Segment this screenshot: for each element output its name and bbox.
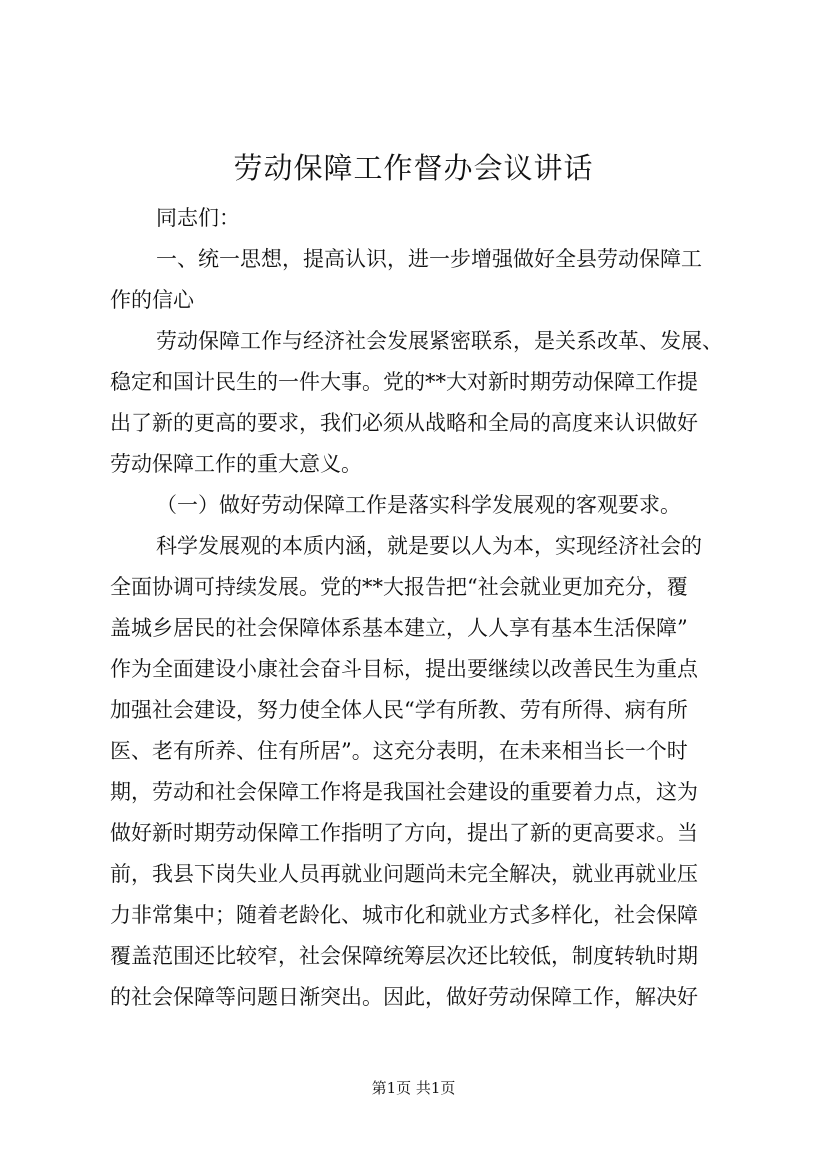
text-line: （一）做好劳动保障工作是落实科学发展观的客观要求。: [156, 493, 681, 517]
text-line: 覆盖范围还比较窄，社会保障统筹层次还比较低，制度转轨时期: [110, 944, 698, 968]
text-line: 稳定和国计民生的一件大事。党的**大对新时期劳动保障工作提: [110, 370, 698, 394]
text-line: 全面协调可持续发展。党的**大报告把“社会就业更加充分，覆: [110, 575, 688, 599]
text-line: 医、老有所养、住有所居”。这充分表明，在未来相当长一个时: [110, 739, 688, 763]
text-line: 作为全面建设小康社会奋斗目标，提出要继续以改善民生为重点: [110, 657, 698, 681]
document-title: 劳动保障工作督办会议讲话: [233, 151, 594, 185]
text-line: 同志们：: [156, 206, 240, 230]
page-number: 第1页 共1页: [371, 1079, 456, 1097]
text-line: 劳动保障工作与经济社会发展紧密联系，是关系改革、发展、: [156, 329, 723, 353]
text-line: 加强社会建设，努力使全体人民“学有所教、劳有所得、病有所: [110, 698, 688, 722]
text-line: 盖城乡居民的社会保障体系基本建立，人人享有基本生活保障”: [110, 616, 688, 640]
text-line: 科学发展观的本质内涵，就是要以人为本，实现经济社会的: [156, 534, 702, 558]
text-line: 作的信心: [110, 288, 194, 312]
text-line: 一、统一思想，提高认识，进一步增强做好全县劳动保障工: [156, 247, 702, 271]
text-line: 出了新的更高的要求，我们必须从战略和全局的高度来认识做好: [110, 411, 698, 435]
text-line: 前，我县下岗失业人员再就业问题尚未完全解决，就业再就业压: [110, 862, 698, 886]
text-line: 的社会保障等问题日渐突出。因此，做好劳动保障工作，解决好: [110, 985, 698, 1009]
text-line: 做好新时期劳动保障工作指明了方向，提出了新的更高要求。当: [110, 821, 698, 845]
text-line: 力非常集中；随着老龄化、城市化和就业方式多样化，社会保障: [110, 903, 698, 927]
text-line: 劳动保障工作的重大意义。: [110, 452, 362, 476]
text-line: 期，劳动和社会保障工作将是我国社会建设的重要着力点，这为: [110, 780, 698, 804]
document-body: [110, 198, 722, 1018]
